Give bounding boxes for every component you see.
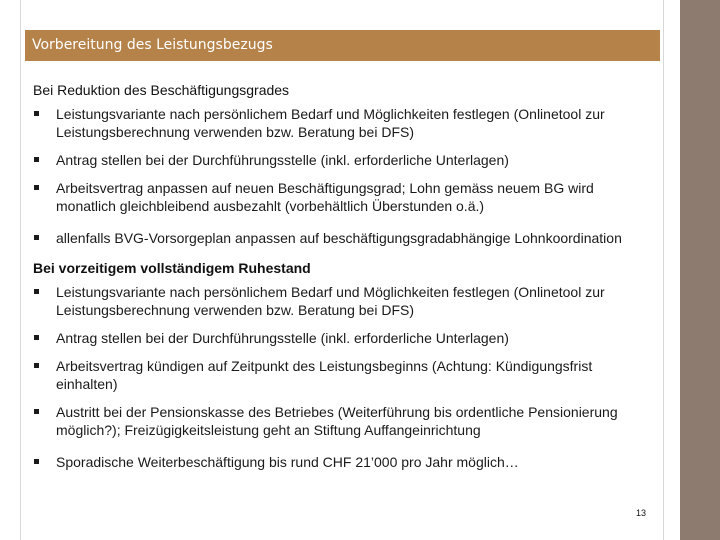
page-number: 13 xyxy=(636,508,647,518)
square-bullet-icon xyxy=(34,459,39,464)
square-bullet-icon xyxy=(34,235,39,240)
square-bullet-icon xyxy=(34,363,39,368)
bullet-text: Antrag stellen bei der Durchführungsstelle (inkl. erforderliche Unterlagen) xyxy=(56,330,509,346)
bullet-item xyxy=(33,357,653,393)
side-bar xyxy=(680,0,720,540)
bullet-text: Arbeitsvertrag anpassen auf neuen Beschäftigungsgrad; Lohn gemäss neuem BG wird monatlich gleichbleibend ausbezahlt (vorbehältlich Überstunden o.ä.) xyxy=(56,180,594,214)
title-bar xyxy=(25,30,660,61)
bullet-item xyxy=(33,179,653,215)
bullet-text: Arbeitsvertrag kündigen auf Zeitpunkt des Leistungsbeginns (Achtung: Kündigungsfrist einhalten) xyxy=(56,358,593,392)
bullet-item xyxy=(33,229,653,247)
square-bullet-icon xyxy=(34,409,39,414)
section-heading: Bei vorzeitigem vollständigem Ruhestand xyxy=(33,260,311,276)
bullet-text: Austritt bei der Pensionskasse des Betriebes (Weiterführung bis ordentliche Pensionierung möglich?); Freizügigkeitsleistung geht an Stiftung Auffangeinrichtung xyxy=(56,404,618,438)
section-heading: Bei Reduktion des Beschäftigungsgrades xyxy=(33,82,290,98)
square-bullet-icon xyxy=(34,335,39,340)
bullet-text: Sporadische Weiterbeschäftigung bis rund CHF 21’000 pro Jahr möglich… xyxy=(56,454,519,470)
bullet-text: allenfalls BVG-Vorsorgeplan anpassen auf beschäftigungsgradabhängige Lohnkoordination xyxy=(56,230,622,246)
bullet-text: Leistungsvariante nach persönlichem Bedarf und Möglichkeiten festlegen (Onlinetool zur Leistungsberechnung verwenden bzw. Beratung bei DFS) xyxy=(56,106,605,140)
bullet-item xyxy=(33,329,653,347)
bullet-text: Leistungsvariante nach persönlichem Bedarf und Möglichkeiten festlegen (Onlinetool zur Leistungsberechnung verwenden bzw. Beratung bei DFS) xyxy=(56,284,605,318)
bullet-item xyxy=(33,151,653,169)
slide-content xyxy=(33,81,653,481)
square-bullet-icon xyxy=(34,111,39,116)
section-early-retirement xyxy=(33,259,653,471)
bullet-item xyxy=(33,453,653,471)
square-bullet-icon xyxy=(34,157,39,162)
square-bullet-icon xyxy=(34,289,39,294)
bullet-text: Antrag stellen bei der Durchführungsstelle (inkl. erforderliche Unterlagen) xyxy=(56,152,509,168)
section-reduction xyxy=(33,81,653,247)
square-bullet-icon xyxy=(34,185,39,190)
bullet-item xyxy=(33,105,653,141)
bullet-item xyxy=(33,403,653,439)
bullet-item xyxy=(33,283,653,319)
slide-title: Vorbereitung des Leistungsbezugs xyxy=(32,37,273,53)
